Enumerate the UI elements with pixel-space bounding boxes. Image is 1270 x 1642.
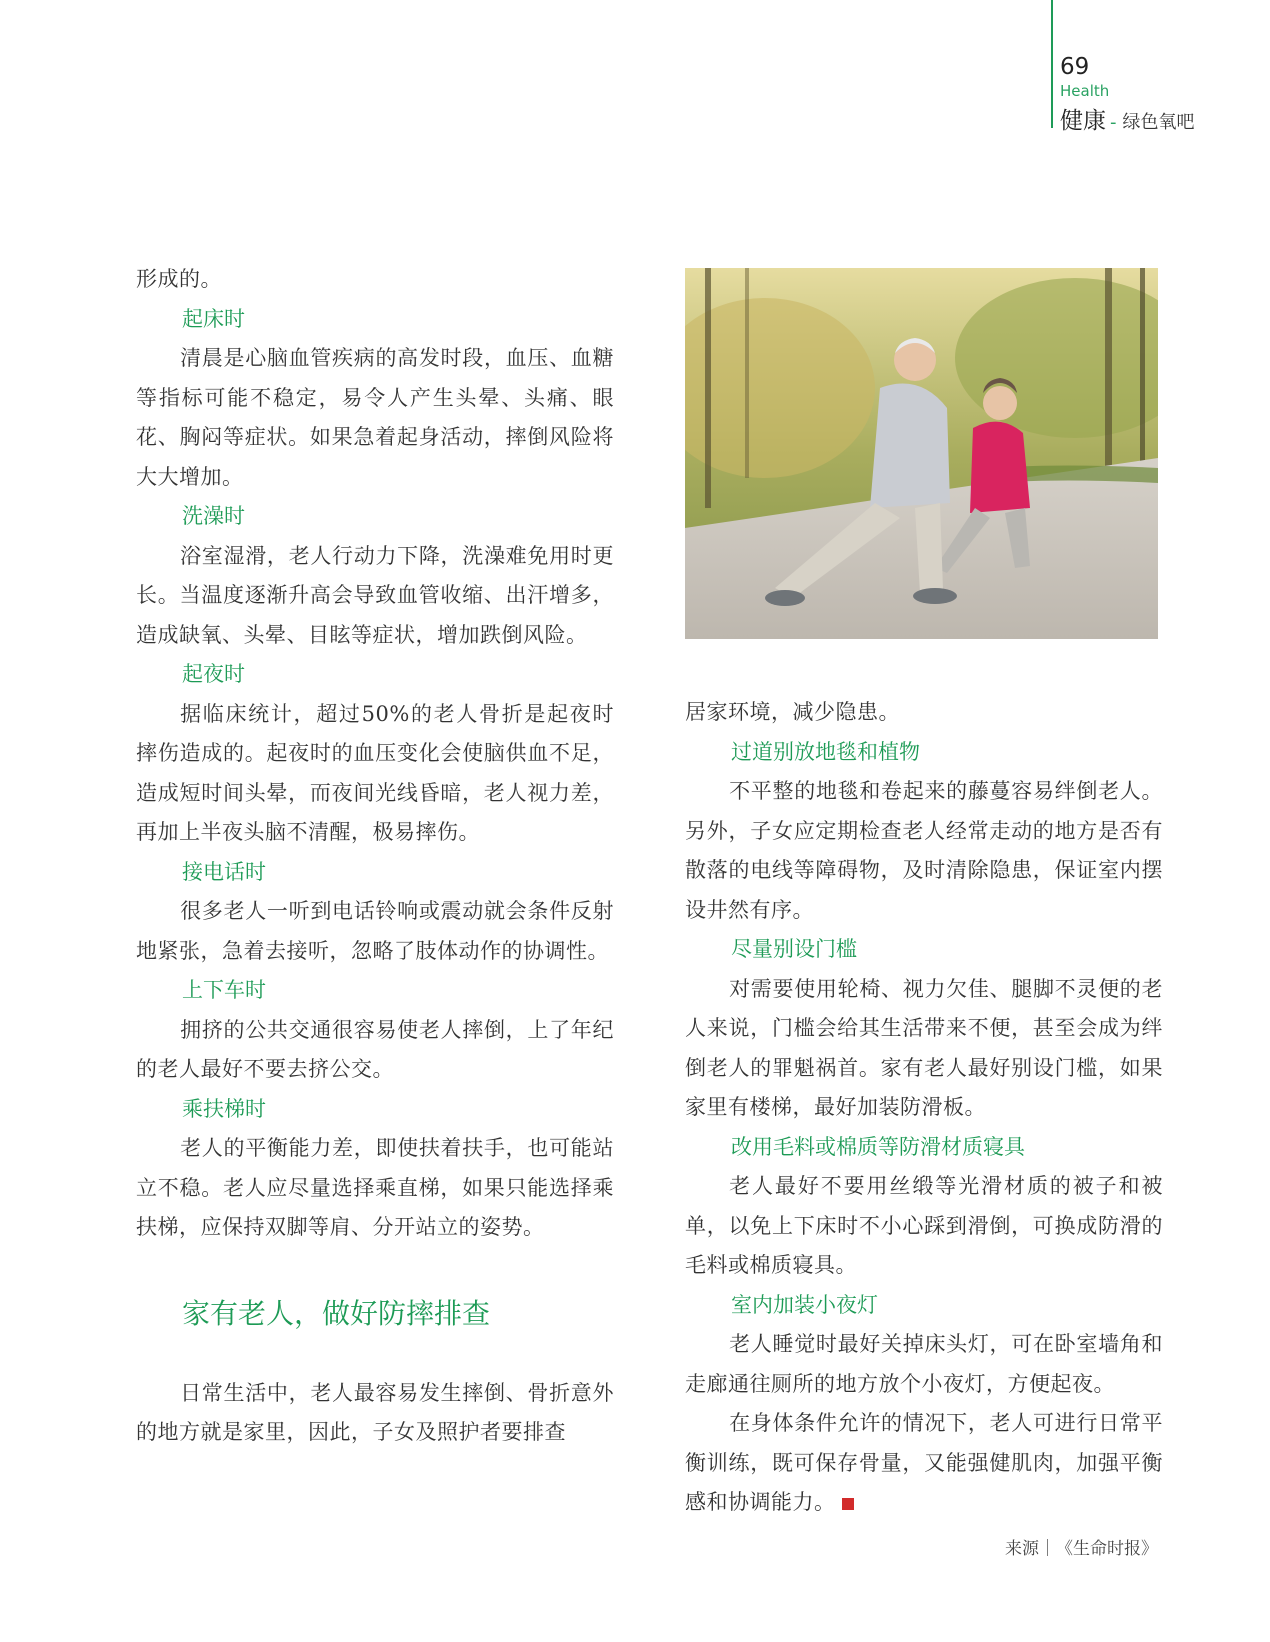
end-mark-icon xyxy=(842,1498,854,1510)
section-name: 健康 xyxy=(1060,108,1106,134)
subheading: 起床时 xyxy=(182,306,245,331)
paragraph: 居家环境，减少隐患。 xyxy=(685,700,900,724)
header-divider xyxy=(1051,0,1053,128)
paragraph: 形成的。 xyxy=(136,267,222,291)
right-column xyxy=(685,693,1163,1523)
subsection-name: 绿色氧吧 xyxy=(1122,112,1195,133)
subheading: 过道别放地毯和植物 xyxy=(731,739,920,764)
source-credit: 来源｜《生命时报》 xyxy=(1005,1539,1158,1559)
subheading: 室内加装小夜灯 xyxy=(731,1292,878,1317)
paragraph: 拥挤的公共交通很容易使老人摔倒，上了年纪的老人最好不要去挤公交。 xyxy=(136,1017,614,1081)
paragraph: 浴室湿滑，老人行动力下降，洗澡难免用时更长。当温度逐渐升高会导致血管收缩、出汗增多，造成缺氧、头晕、目眩等症状，增加跌倒风险。 xyxy=(136,543,614,647)
paragraph: 对需要使用轮椅、视力欠佳、腿脚不灵便的老人来说，门槛会给其生活带来不便，甚至会成为绊倒老人的罪魁祸首。家有老人最好别设门槛，如果家里有楼梯，最好加装防滑板。 xyxy=(685,976,1163,1119)
subheading: 上下车时 xyxy=(182,978,266,1002)
section-english: Health xyxy=(1060,82,1110,100)
paragraph xyxy=(685,1404,1163,1523)
closing-text: 在身体条件允许的情况下，老人可进行日常平衡训练，既可保存骨量，又能强健肌肉，加强平衡感和协调能力。 xyxy=(685,1411,1163,1514)
page-number: 69 xyxy=(1060,54,1090,80)
paragraph: 不平整的地毯和卷起来的藤蔓容易绊倒老人。另外，子女应定期检查老人经常走动的地方是否有散落的电线等障碍物，及时清除隐患，保证室内摆设井然有序。 xyxy=(685,779,1163,922)
subheading: 尽量别设门槛 xyxy=(731,937,857,961)
paragraph: 清晨是心脑血管疾病的高发时段，血压、血糖等指标可能不稳定，易令人产生头晕、头痛、眼花、胸闷等症状。如果急着起身活动，摔倒风险将大大增加。 xyxy=(136,346,614,489)
left-column xyxy=(136,260,614,1453)
subheading: 接电话时 xyxy=(182,859,266,884)
subheading: 洗澡时 xyxy=(182,504,245,528)
paragraph: 老人最好不要用丝缎等光滑材质的被子和被单，以免上下床时不小心踩到滑倒，可换成防滑的毛料或棉质寝具。 xyxy=(685,1174,1163,1277)
subheading: 改用毛料或棉质等防滑材质寝具 xyxy=(731,1134,1025,1159)
subheading: 乘扶梯时 xyxy=(182,1096,266,1121)
paragraph: 老人睡觉时最好关掉床头灯，可在卧室墙角和走廊通往厕所的地方放个小夜灯，方便起夜。 xyxy=(685,1332,1163,1396)
paragraph: 很多老人一听到电话铃响或震动就会条件反射地紧张，急着去接听，忽略了肢体动作的协调性。 xyxy=(136,899,614,963)
paragraph: 据临床统计，超过50%的老人骨折是起夜时摔伤造成的。起夜时的血压变化会使脑供血不足，造成短时间头晕，而夜间光线昏暗，老人视力差，再加上半夜头脑不清醒，极易摔伤。 xyxy=(136,701,614,844)
elderly-couple-stretching-photo xyxy=(685,268,1158,639)
section-dash: - xyxy=(1110,112,1117,133)
subheading: 起夜时 xyxy=(182,662,245,686)
paragraph: 老人的平衡能力差，即使扶着扶手，也可能站立不稳。老人应尽量选择乘直梯，如果只能选择乘扶梯，应保持双脚等肩、分开站立的姿势。 xyxy=(136,1136,614,1239)
paragraph: 日常生活中，老人最容易发生摔倒、骨折意外的地方就是家里，因此，子女及照护者要排查 xyxy=(136,1380,614,1444)
section-title xyxy=(1060,102,1195,135)
section-heading: 家有老人，做好防摔排查 xyxy=(182,1296,491,1330)
